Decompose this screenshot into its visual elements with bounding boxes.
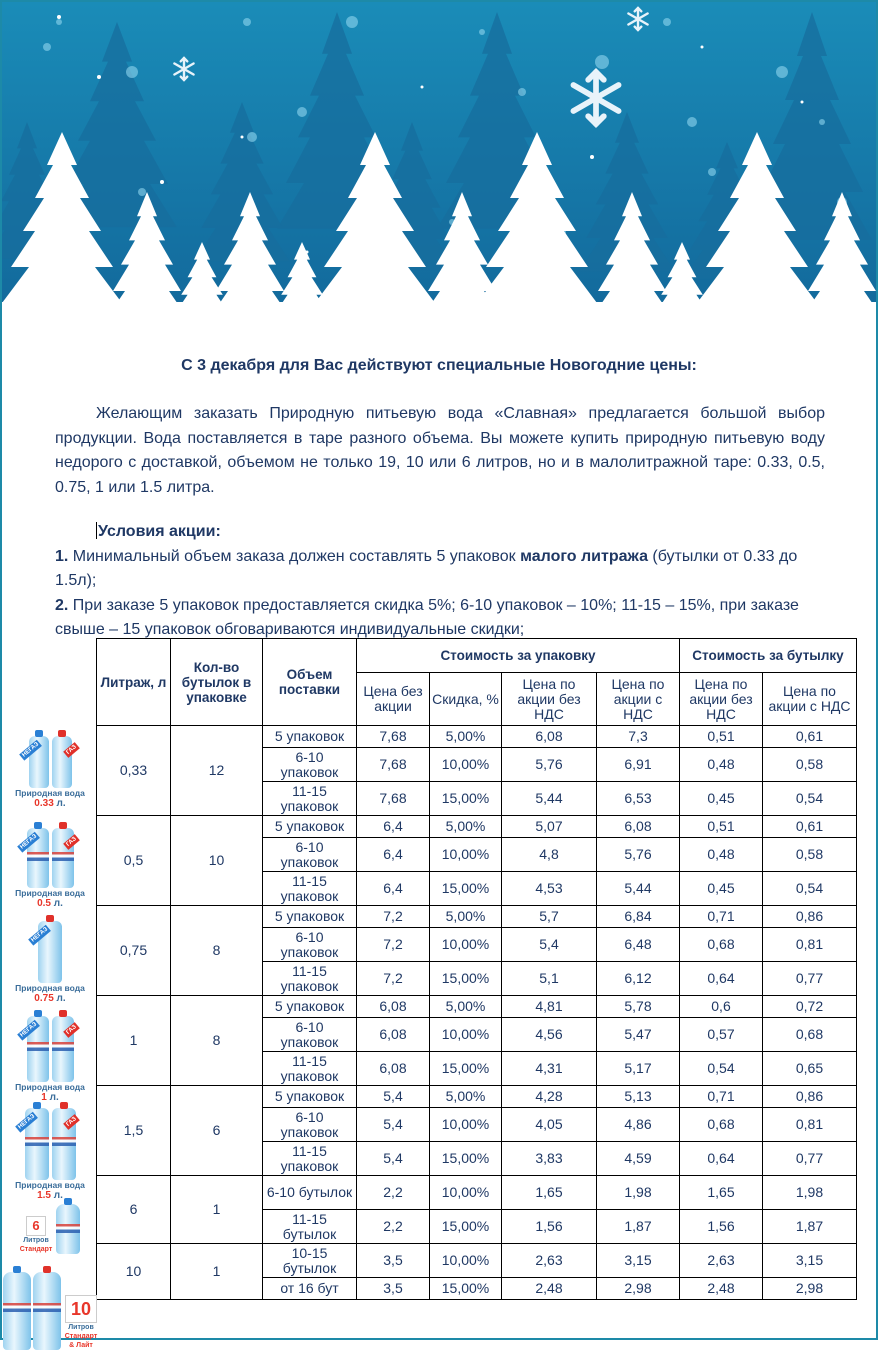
jug-info [65, 1295, 98, 1350]
cell-delivery: 11-15 упаковок [263, 782, 357, 816]
cell-discount: 15,00% [430, 1052, 502, 1086]
cell-promo-vat: 7,3 [597, 726, 680, 748]
cell-price-no-promo: 7,68 [357, 726, 430, 748]
product-thumbnail [4, 913, 96, 1004]
promo-conditions [55, 520, 830, 643]
cell-promo-vat: 6,08 [597, 816, 680, 838]
cell-volume: 0,75 [97, 906, 171, 996]
winter-forest-illustration [2, 2, 876, 328]
cell-volume: 1,5 [97, 1086, 171, 1176]
cell-price-no-promo: 7,2 [357, 906, 430, 928]
volume-value: 1 [41, 1092, 47, 1103]
cell-bottle-no-vat: 0,54 [680, 1052, 763, 1086]
cell-promo-no-vat: 4,53 [502, 872, 597, 906]
cell-promo-vat: 5,78 [597, 996, 680, 1018]
conditions-heading-text: Условия акции: [98, 523, 221, 540]
cell-bottle-no-vat: 2,48 [680, 1278, 763, 1300]
header-price-no-promo: Цена без акции [357, 673, 430, 726]
bottle-tag: ГАЗ [63, 834, 80, 850]
price-table [96, 638, 857, 1300]
cell-price-no-promo: 6,4 [357, 872, 430, 906]
cell-promo-vat: 1,87 [597, 1210, 680, 1244]
table-row [97, 906, 857, 928]
header-bottles-per-pack: Кол-во бутылок в упаковке [171, 639, 263, 726]
cell-discount: 10,00% [430, 1108, 502, 1142]
cell-bottle-vat: 0,86 [763, 906, 857, 928]
cell-bottle-no-vat: 0,68 [680, 928, 763, 962]
bottle-tag: НЕГАЗ [17, 831, 40, 852]
product-volume [4, 898, 96, 909]
cell-delivery: 11-15 бутылок [263, 1210, 357, 1244]
cell-promo-no-vat: 5,07 [502, 816, 597, 838]
volume-value: 1.5 [37, 1190, 51, 1201]
cell-discount: 15,00% [430, 782, 502, 816]
cell-discount: 10,00% [430, 838, 502, 872]
cell-bottle-vat: 0,65 [763, 1052, 857, 1086]
cell-delivery: 6-10 упаковок [263, 748, 357, 782]
cell-bottle-vat: 2,98 [763, 1278, 857, 1300]
cell-promo-vat: 1,98 [597, 1176, 680, 1210]
bottle-image [4, 736, 96, 788]
bottle-tag: НЕГАЗ [17, 1019, 40, 1040]
cell-bottle-no-vat: 0,48 [680, 748, 763, 782]
cell-bottle-count: 12 [171, 726, 263, 816]
table-row [97, 996, 857, 1018]
bottle-tag: НЕГАЗ [15, 1111, 38, 1132]
cell-promo-no-vat: 3,83 [502, 1142, 597, 1176]
cell-bottle-vat: 0,61 [763, 726, 857, 748]
cell-bottle-vat: 0,61 [763, 816, 857, 838]
cell-price-no-promo: 6,4 [357, 838, 430, 872]
cell-discount: 10,00% [430, 748, 502, 782]
cell-discount: 15,00% [430, 872, 502, 906]
cell-promo-no-vat: 2,48 [502, 1278, 597, 1300]
cell-delivery: 6-10 бутылок [263, 1176, 357, 1210]
price-table-body [97, 726, 857, 1300]
jug-image [3, 1272, 61, 1350]
header-delivery: Объем поставки [263, 639, 357, 726]
intro-paragraph: Желающим заказать Природную питьевую вода «Славная» предлагается большой выбор продукции. Вода поставляется в таре разного объема. Вы можете купить природную питьевую воду недорого с доставкой, объемом не только 19, 10 или 6 литров, но и в малолитражной таре: 0.33, 0.5, 0.75, 1 или 1.5 литра. [55, 405, 825, 496]
product-label: Природная вода [15, 888, 85, 898]
cell-promo-no-vat: 4,56 [502, 1018, 597, 1052]
cell-bottle-vat: 0,81 [763, 928, 857, 962]
cell-promo-vat: 5,47 [597, 1018, 680, 1052]
table-row [97, 726, 857, 748]
liters-number: 6 [26, 1216, 46, 1236]
cell-promo-no-vat: 5,7 [502, 906, 597, 928]
condition-item [55, 545, 830, 594]
cell-promo-no-vat: 4,05 [502, 1108, 597, 1142]
cell-promo-vat: 4,59 [597, 1142, 680, 1176]
cell-bottle-no-vat: 0,48 [680, 838, 763, 872]
cell-promo-no-vat: 4,31 [502, 1052, 597, 1086]
cell-delivery: 5 упаковок [263, 1086, 357, 1108]
table-row [97, 816, 857, 838]
page-title: С 3 декабря для Вас действуют специальные Новогодние цены: [181, 357, 697, 374]
cell-bottle-count: 8 [171, 996, 263, 1086]
cell-bottle-vat: 0,81 [763, 1108, 857, 1142]
product-label: Природная вода [15, 983, 85, 993]
condition-item [55, 594, 830, 643]
cell-bottle-vat: 0,72 [763, 996, 857, 1018]
cell-discount: 5,00% [430, 726, 502, 748]
bottle-image [4, 828, 96, 888]
header-promo-no-vat: Цена по акции без НДС [502, 673, 597, 726]
cell-promo-no-vat: 2,63 [502, 1244, 597, 1278]
cell-volume: 10 [97, 1244, 171, 1300]
cell-promo-vat: 4,86 [597, 1108, 680, 1142]
winter-banner [2, 2, 876, 328]
cell-delivery: 6-10 упаковок [263, 928, 357, 962]
header-volume: Литраж, л [97, 639, 171, 726]
cell-promo-vat: 5,44 [597, 872, 680, 906]
cell-price-no-promo: 5,4 [357, 1108, 430, 1142]
cell-bottle-no-vat: 0,6 [680, 996, 763, 1018]
cell-bottle-no-vat: 0,51 [680, 726, 763, 748]
cell-promo-vat: 5,76 [597, 838, 680, 872]
cell-bottle-vat: 0,77 [763, 962, 857, 996]
cell-discount: 10,00% [430, 1244, 502, 1278]
cell-discount: 15,00% [430, 962, 502, 996]
cell-delivery: 6-10 упаковок [263, 838, 357, 872]
cell-bottle-no-vat: 0,64 [680, 1142, 763, 1176]
cell-discount: 15,00% [430, 1210, 502, 1244]
cell-delivery: 5 упаковок [263, 726, 357, 748]
product-thumbnail [4, 1008, 96, 1103]
cell-bottle-no-vat: 0,57 [680, 1018, 763, 1052]
cell-bottle-no-vat: 0,68 [680, 1108, 763, 1142]
cell-promo-no-vat: 4,81 [502, 996, 597, 1018]
product-volume [4, 798, 96, 809]
bottle-tag: НЕГАЗ [28, 924, 51, 945]
condition-number: 2. [55, 596, 69, 614]
cell-promo-no-vat: 6,08 [502, 726, 597, 748]
volume-unit: л. [46, 1092, 59, 1103]
variant-label: Стандарт [19, 1246, 53, 1253]
cell-promo-no-vat: 4,8 [502, 838, 597, 872]
cell-bottle-no-vat: 0,45 [680, 872, 763, 906]
product-label: Природная вода [15, 788, 85, 798]
jug-image [56, 1204, 80, 1254]
bottle-tag: ГАЗ [63, 742, 80, 758]
liters-label: Литров [23, 1237, 49, 1244]
volume-value: 0.5 [37, 898, 51, 909]
table-row [97, 1176, 857, 1210]
cell-delivery: 5 упаковок [263, 996, 357, 1018]
cell-bottle-no-vat: 1,65 [680, 1176, 763, 1210]
cell-bottle-count: 1 [171, 1176, 263, 1244]
cell-promo-vat: 5,17 [597, 1052, 680, 1086]
cell-bottle-no-vat: 1,56 [680, 1210, 763, 1244]
cell-delivery: 5 упаковок [263, 816, 357, 838]
cell-bottle-no-vat: 0,71 [680, 906, 763, 928]
cell-promo-vat: 2,98 [597, 1278, 680, 1300]
cell-bottle-vat: 1,87 [763, 1210, 857, 1244]
cell-volume: 1 [97, 996, 171, 1086]
product-label: Природная вода [15, 1180, 85, 1190]
cell-price-no-promo: 7,68 [357, 748, 430, 782]
cell-discount: 5,00% [430, 816, 502, 838]
cell-delivery: 6-10 упаковок [263, 1108, 357, 1142]
bottle-tag: ГАЗ [63, 1114, 80, 1130]
header-group-bottle: Стоимость за бутылку [680, 639, 857, 673]
product-volume [4, 993, 96, 1004]
condition-text: При заказе 5 упаковок предоставляется скидка 5%; 6-10 упаковок – 10%; 11-15 – 15%, при заказе свыше – 15 упаковок обговариваются индивидуальные скидки; [55, 596, 799, 638]
header-group-pack: Стоимость за упаковку [357, 639, 680, 673]
header-bottle-no-vat: Цена по акции без НДС [680, 673, 763, 726]
cell-price-no-promo: 5,4 [357, 1142, 430, 1176]
cell-promo-no-vat: 5,1 [502, 962, 597, 996]
cell-bottle-no-vat: 0,45 [680, 782, 763, 816]
cell-price-no-promo: 3,5 [357, 1278, 430, 1300]
cell-volume: 0,33 [97, 726, 171, 816]
cell-delivery: 5 упаковок [263, 906, 357, 928]
text-cursor [96, 522, 97, 539]
header-discount: Скидка, % [430, 673, 502, 726]
cell-price-no-promo: 7,68 [357, 782, 430, 816]
product-thumbnail [4, 820, 96, 909]
cell-promo-vat: 6,53 [597, 782, 680, 816]
cell-promo-no-vat: 5,76 [502, 748, 597, 782]
bottle-image [4, 921, 96, 983]
jug-info [20, 1216, 53, 1254]
product-thumbnail [4, 728, 96, 809]
product-thumbnail [4, 1100, 96, 1201]
cell-promo-no-vat: 1,65 [502, 1176, 597, 1210]
volume-unit: л. [53, 798, 66, 809]
cell-discount: 5,00% [430, 996, 502, 1018]
cell-delivery: 6-10 упаковок [263, 1018, 357, 1052]
cell-bottle-vat: 0,77 [763, 1142, 857, 1176]
cell-discount: 5,00% [430, 1086, 502, 1108]
cell-bottle-vat: 0,58 [763, 838, 857, 872]
cell-price-no-promo: 6,4 [357, 816, 430, 838]
cell-discount: 15,00% [430, 1278, 502, 1300]
cell-promo-no-vat: 1,56 [502, 1210, 597, 1244]
cell-bottle-count: 8 [171, 906, 263, 996]
cell-promo-vat: 6,84 [597, 906, 680, 928]
cell-price-no-promo: 7,2 [357, 962, 430, 996]
cell-bottle-vat: 0,68 [763, 1018, 857, 1052]
liters-label: Литров [68, 1324, 94, 1331]
cell-price-no-promo: 5,4 [357, 1086, 430, 1108]
cell-promo-no-vat: 4,28 [502, 1086, 597, 1108]
cell-bottle-vat: 3,15 [763, 1244, 857, 1278]
cell-delivery: 11-15 упаковок [263, 872, 357, 906]
cell-bottle-vat: 0,54 [763, 782, 857, 816]
cell-bottle-vat: 0,86 [763, 1086, 857, 1108]
cell-price-no-promo: 2,2 [357, 1176, 430, 1210]
condition-text: Минимальный объем заказа должен составлять 5 упаковок [68, 547, 521, 565]
table-row [97, 1086, 857, 1108]
cell-delivery: 11-15 упаковок [263, 962, 357, 996]
cell-volume: 6 [97, 1176, 171, 1244]
volume-value: 0.33 [34, 798, 54, 809]
product-thumbnail [4, 1266, 96, 1350]
volume-value: 0.75 [34, 993, 54, 1004]
cell-bottle-count: 10 [171, 816, 263, 906]
bottle-tag: НЕГАЗ [19, 739, 42, 760]
cell-promo-vat: 6,12 [597, 962, 680, 996]
cell-discount: 10,00% [430, 1176, 502, 1210]
condition-emphasis: малого литража [520, 547, 648, 565]
liters-number: 10 [65, 1295, 97, 1323]
cell-bottle-no-vat: 0,51 [680, 816, 763, 838]
header-promo-vat: Цена по акции с НДС [597, 673, 680, 726]
cell-price-no-promo: 6,08 [357, 996, 430, 1018]
cell-price-no-promo: 7,2 [357, 928, 430, 962]
volume-unit: л. [53, 993, 66, 1004]
volume-unit: л. [50, 1190, 63, 1201]
cell-bottle-count: 1 [171, 1244, 263, 1300]
cell-bottle-vat: 1,98 [763, 1176, 857, 1210]
cell-bottle-no-vat: 0,71 [680, 1086, 763, 1108]
cell-bottle-vat: 0,58 [763, 748, 857, 782]
condition-text: (бутылки от 0.33 до 1.5л); [55, 547, 798, 589]
cell-bottle-no-vat: 2,63 [680, 1244, 763, 1278]
cell-price-no-promo: 2,2 [357, 1210, 430, 1244]
volume-unit: л. [50, 898, 63, 909]
cell-promo-vat: 6,48 [597, 928, 680, 962]
cell-promo-vat: 6,91 [597, 748, 680, 782]
table-row [97, 1244, 857, 1278]
cell-promo-vat: 3,15 [597, 1244, 680, 1278]
cell-price-no-promo: 6,08 [357, 1052, 430, 1086]
cell-delivery: 11-15 упаковок [263, 1052, 357, 1086]
cell-discount: 10,00% [430, 1018, 502, 1052]
condition-number: 1. [55, 547, 69, 565]
product-label: Природная вода [15, 1082, 85, 1092]
product-thumbnail [4, 1198, 96, 1254]
cell-price-no-promo: 6,08 [357, 1018, 430, 1052]
cell-delivery: 11-15 упаковок [263, 1142, 357, 1176]
variant-label-2: & Лайт [69, 1342, 93, 1349]
cell-discount: 15,00% [430, 1142, 502, 1176]
cell-bottle-no-vat: 0,64 [680, 962, 763, 996]
cell-promo-no-vat: 5,4 [502, 928, 597, 962]
cell-discount: 10,00% [430, 928, 502, 962]
cell-bottle-vat: 0,54 [763, 872, 857, 906]
cell-promo-vat: 5,13 [597, 1086, 680, 1108]
bottle-image [4, 1108, 96, 1180]
cell-promo-no-vat: 5,44 [502, 782, 597, 816]
bottle-image [4, 1016, 96, 1082]
variant-label: Стандарт [64, 1333, 98, 1340]
cell-delivery: от 16 бут [263, 1278, 357, 1300]
bottle-tag: ГАЗ [63, 1022, 80, 1038]
cell-bottle-count: 6 [171, 1086, 263, 1176]
cell-delivery: 10-15 бутылок [263, 1244, 357, 1278]
cell-discount: 5,00% [430, 906, 502, 928]
conditions-heading [55, 520, 830, 545]
cell-volume: 0,5 [97, 816, 171, 906]
cell-price-no-promo: 3,5 [357, 1244, 430, 1278]
header-bottle-vat: Цена по акции с НДС [763, 673, 857, 726]
